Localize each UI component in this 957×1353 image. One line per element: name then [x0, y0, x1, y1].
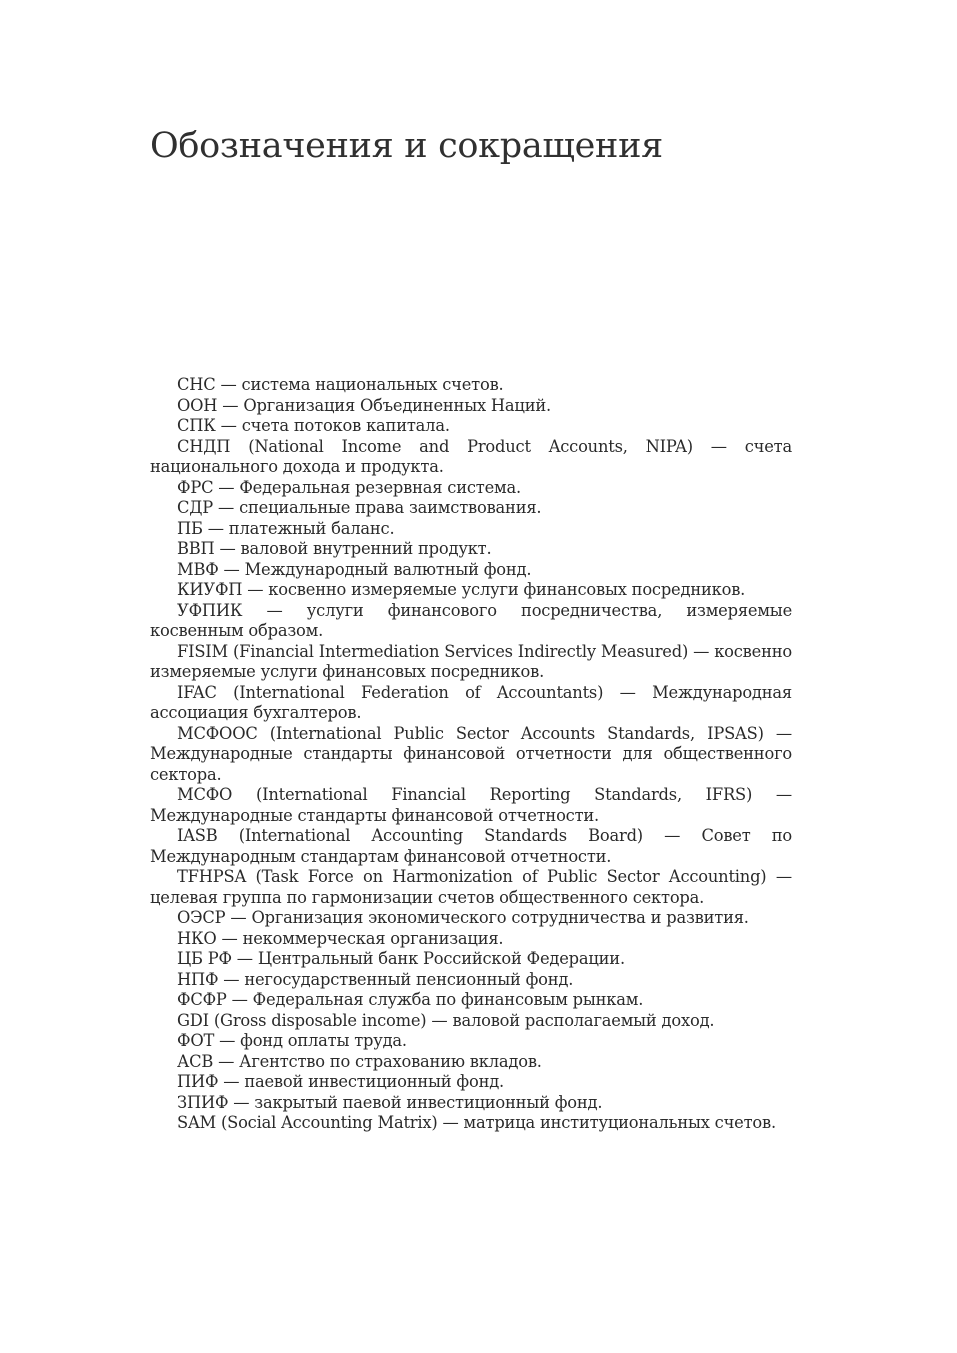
list-item: IFAC (International Federation of Accountants) — Международная ассоциация бухгалтеров.	[150, 682, 792, 722]
list-item: МВФ — Международный валютный фонд.	[177, 559, 532, 579]
list-item: TFHPSA (Task Force on Harmonization of Public Sector Accounting) — целевая группа по гармонизации счетов общественного сектора.	[150, 867, 792, 907]
list-item: СДР — специальные права заимствования.	[177, 498, 542, 517]
list-item: НКО — некоммерческая организация.	[177, 928, 504, 948]
list-item: IASB (International Accounting Standards Board) — Совет по Международным стандартам финансовой отчетности.	[150, 826, 792, 866]
list-item: МСФООС (International Public Sector Accounts Standards, IPSAS) — Международные стандарты финансовой отчетности для общественного сектора.	[150, 723, 792, 784]
list-item: GDI (Gross disposable income) — валовой располагаемый доход.	[177, 1010, 715, 1030]
list-item: СПК — счета потоков капитала.	[177, 416, 450, 435]
list-item: ФРС — Федеральная резервная система.	[177, 477, 521, 497]
list-item: СНДП (National Income and Product Accounts, NIPA) — счета национального дохода и продукта.	[150, 436, 792, 476]
list-item: КИУФП — косвенно измеряемые услуги финансовых посредников.	[177, 580, 746, 599]
page-title: Обозначения и сокращения	[150, 126, 663, 166]
list-item: НПФ — негосударственный пенсионный фонд.	[177, 969, 574, 989]
list-item: FISIM (Financial Intermediation Services Indirectly Measured) — косвенно измеряемые услуги финансовых посредников.	[150, 641, 792, 681]
list-item: ЗПИФ — закрытый паевой инвестиционный фонд.	[177, 1092, 603, 1112]
list-item: ОЭСР — Организация экономического сотрудничества и развития.	[177, 908, 749, 927]
list-item: МСФО (International Financial Reporting Standards, IFRS) — Международные стандарты финансовой отчетности.	[150, 785, 792, 825]
list-item: ЦБ РФ — Центральный банк Российской Федерации.	[177, 949, 625, 968]
list-item: ФОТ — фонд оплаты труда.	[177, 1031, 407, 1050]
list-item: SAM (Social Accounting Matrix) — матрица институциональных счетов.	[177, 1113, 776, 1132]
list-item: ПБ — платежный баланс.	[177, 518, 395, 538]
list-item: ФСФР — Федеральная служба по финансовым рынкам.	[177, 990, 644, 1009]
list-item: ВВП — валовой внутренний продукт.	[177, 539, 492, 558]
list-item: УФПИК — услуги финансового посредничества, измеряемые косвенным образом.	[150, 600, 792, 640]
list-item: СНС — система национальных счетов.	[177, 375, 504, 394]
list-item: ООН — Организация Объединенных Наций.	[177, 395, 551, 415]
list-item: АСВ — Агентство по страхованию вкладов.	[177, 1051, 542, 1071]
list-item: ПИФ — паевой инвестиционный фонд.	[177, 1072, 505, 1091]
abbreviation-list	[150, 375, 792, 1134]
